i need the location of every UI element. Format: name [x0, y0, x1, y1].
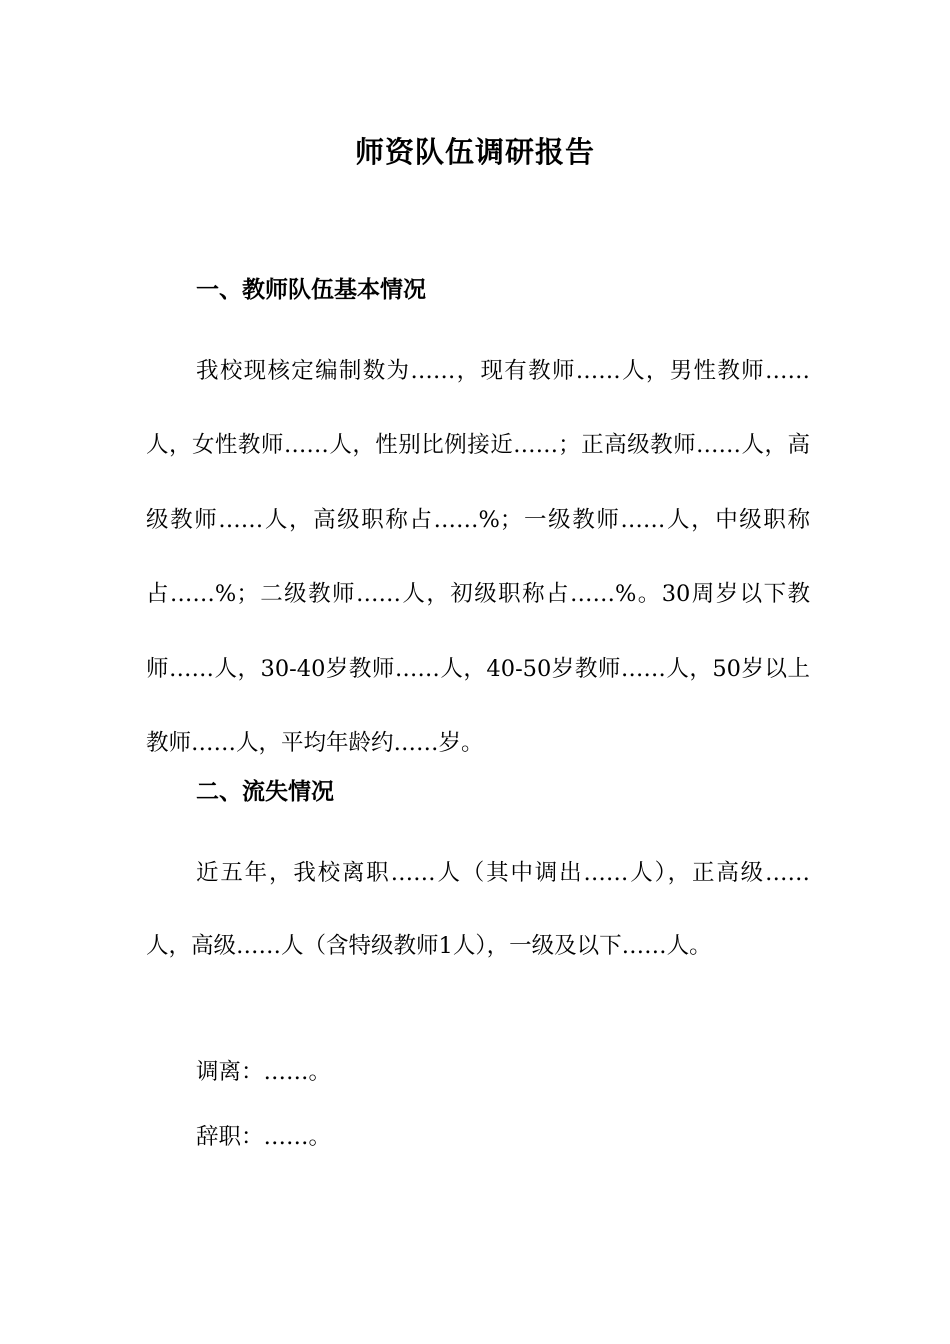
section-body-turnover: 近五年，我校离职……人（其中调出……人），正高级……人，高级……人（含特级教师1人），一级及以下……人。	[146, 860, 810, 959]
resign-line: 辞职：……。	[196, 1124, 332, 1150]
document-title: 师资队伍调研报告	[354, 135, 595, 169]
section-body-basic-situation: 我校现核定编制数为……，现有教师……人，男性教师……人，女性教师……人，性别比例接近……；正高级教师……人，高级教师……人，高级职称占……%；一级教师……人，中级职称占……%；二级教师……人，初级职称占……%。30周岁以下教师……人，30-40岁教师……人，40-50岁教师……人，50岁以上教师……人，平均年龄约……岁。	[146, 358, 810, 757]
transfer-line: 调离：……。	[196, 1059, 332, 1085]
section-heading-basic-situation: 一、教师队伍基本情况	[196, 277, 426, 303]
section-heading-turnover: 二、流失情况	[196, 779, 334, 805]
